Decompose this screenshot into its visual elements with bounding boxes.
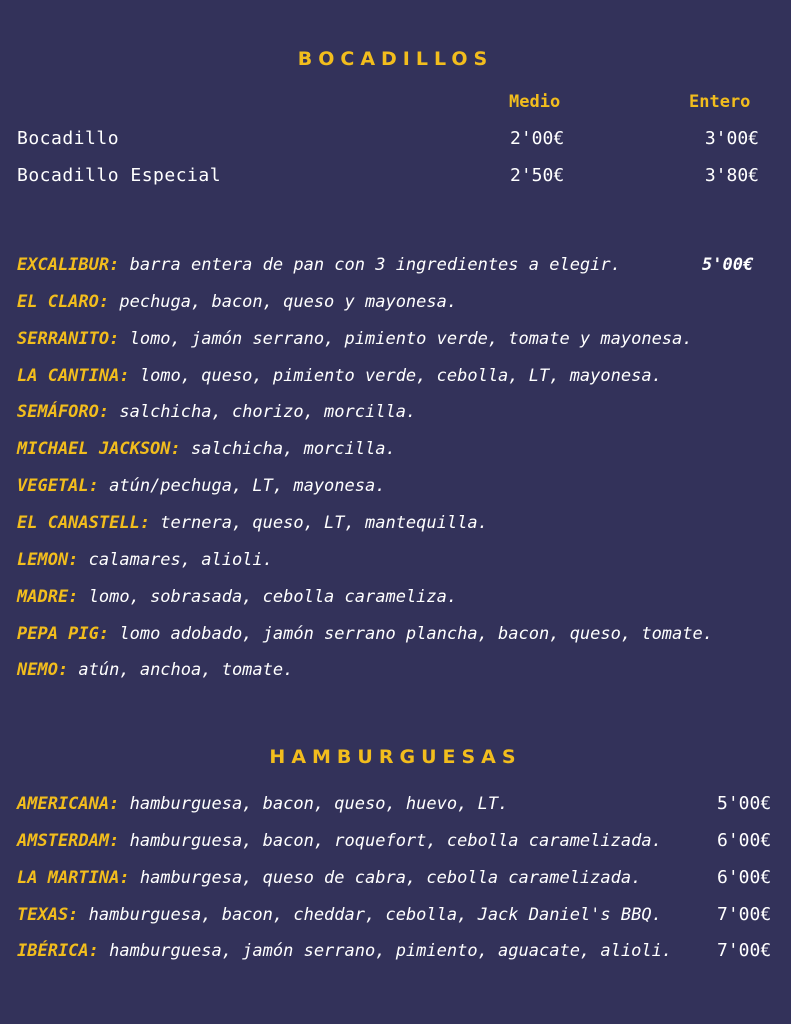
price-row-bocadillo-especial <box>17 165 759 189</box>
menu-item-madre <box>17 587 457 607</box>
item-label: SERRANITO: <box>17 329 120 349</box>
menu-item-la-martina <box>17 868 641 888</box>
item-label: EL CANASTELL: <box>17 513 151 533</box>
menu-item-el-claro <box>17 292 457 312</box>
item-description: ternera, queso, LT, mantequilla. <box>150 513 488 533</box>
excalibur-price: 5'00€ <box>702 255 754 275</box>
texas-price: 7'00€ <box>717 904 772 925</box>
item-label: LEMON: <box>17 550 79 570</box>
column-header-entero: Entero <box>689 92 751 112</box>
menu-item-semaforo <box>17 402 416 422</box>
menu-item-iberica <box>17 941 672 961</box>
item-description: lomo adobado, jamón serrano plancha, bacon, queso, tomate. <box>109 624 713 644</box>
item-name: Bocadillo <box>17 128 120 149</box>
item-label: PEPA PIG: <box>17 624 110 644</box>
item-description: hamburguesa, bacon, roquefort, cebolla caramelizada. <box>119 831 662 851</box>
hamburguesas-title: HAMBURGUESAS <box>269 746 522 768</box>
menu-item-amsterdam <box>17 831 662 851</box>
item-description: hamburguesa, jamón serrano, pimiento, aguacate, alioli. <box>98 941 673 961</box>
price-entero: 3'80€ <box>704 165 759 186</box>
item-description: hamburguesa, bacon, cheddar, cebolla, Jack Daniel's BBQ. <box>78 905 662 925</box>
menu-item-texas <box>17 905 662 925</box>
item-label: AMERICANA: <box>17 794 120 814</box>
item-label: LA CANTINA: <box>17 366 130 386</box>
item-label: MICHAEL JACKSON: <box>17 439 181 459</box>
amsterdam-price: 6'00€ <box>717 830 772 851</box>
price-entero: 3'00€ <box>704 128 759 149</box>
bocadillos-title: BOCADILLOS <box>297 48 494 70</box>
la-martina-price: 6'00€ <box>717 867 772 888</box>
price-row-bocadillo <box>17 128 759 152</box>
menu-item-serranito <box>17 329 693 349</box>
item-label: AMSTERDAM: <box>17 831 120 851</box>
item-label: VEGETAL: <box>17 476 99 496</box>
menu-item-la-cantina <box>17 366 662 386</box>
item-description: pechuga, bacon, queso y mayonesa. <box>109 292 458 312</box>
price-medio: 2'50€ <box>510 165 565 186</box>
item-description: hamburgesa, queso de cabra, cebolla caramelizada. <box>129 868 642 888</box>
item-label: TEXAS: <box>17 905 79 925</box>
menu-item-pepa-pig <box>17 624 713 644</box>
menu-item-excalibur <box>17 255 621 275</box>
item-label: EXCALIBUR: <box>17 255 120 275</box>
item-description: barra entera de pan con 3 ingredientes a elegir. <box>119 255 621 275</box>
menu-item-michael-jackson <box>17 439 396 459</box>
iberica-price: 7'00€ <box>717 940 772 961</box>
item-description: hamburguesa, bacon, queso, huevo, LT. <box>119 794 509 814</box>
americana-price: 5'00€ <box>717 793 772 814</box>
item-description: atún/pechuga, LT, mayonesa. <box>98 476 386 496</box>
item-label: SEMÁFORO: <box>17 402 110 422</box>
item-description: lomo, queso, pimiento verde, cebolla, LT, mayonesa. <box>129 366 662 386</box>
item-description: calamares, alioli. <box>78 550 273 570</box>
item-description: lomo, sobrasada, cebolla carameliza. <box>78 587 458 607</box>
item-description: atún, anchoa, tomate. <box>68 660 294 680</box>
menu-item-nemo <box>17 660 293 680</box>
item-name: Bocadillo Especial <box>17 165 222 186</box>
item-label: LA MARTINA: <box>17 868 130 888</box>
column-header-medio: Medio <box>509 92 561 112</box>
item-description: salchicha, morcilla. <box>180 439 396 459</box>
item-label: IBÉRICA: <box>17 941 99 961</box>
menu-item-vegetal <box>17 476 385 496</box>
item-label: NEMO: <box>17 660 69 680</box>
item-description: lomo, jamón serrano, pimiento verde, tomate y mayonesa. <box>119 329 693 349</box>
menu-item-lemon <box>17 550 273 570</box>
item-label: MADRE: <box>17 587 79 607</box>
menu-item-americana <box>17 794 508 814</box>
item-label: EL CLARO: <box>17 292 110 312</box>
price-medio: 2'00€ <box>510 128 565 149</box>
menu-item-el-canastell <box>17 513 488 533</box>
item-description: salchicha, chorizo, morcilla. <box>109 402 417 422</box>
